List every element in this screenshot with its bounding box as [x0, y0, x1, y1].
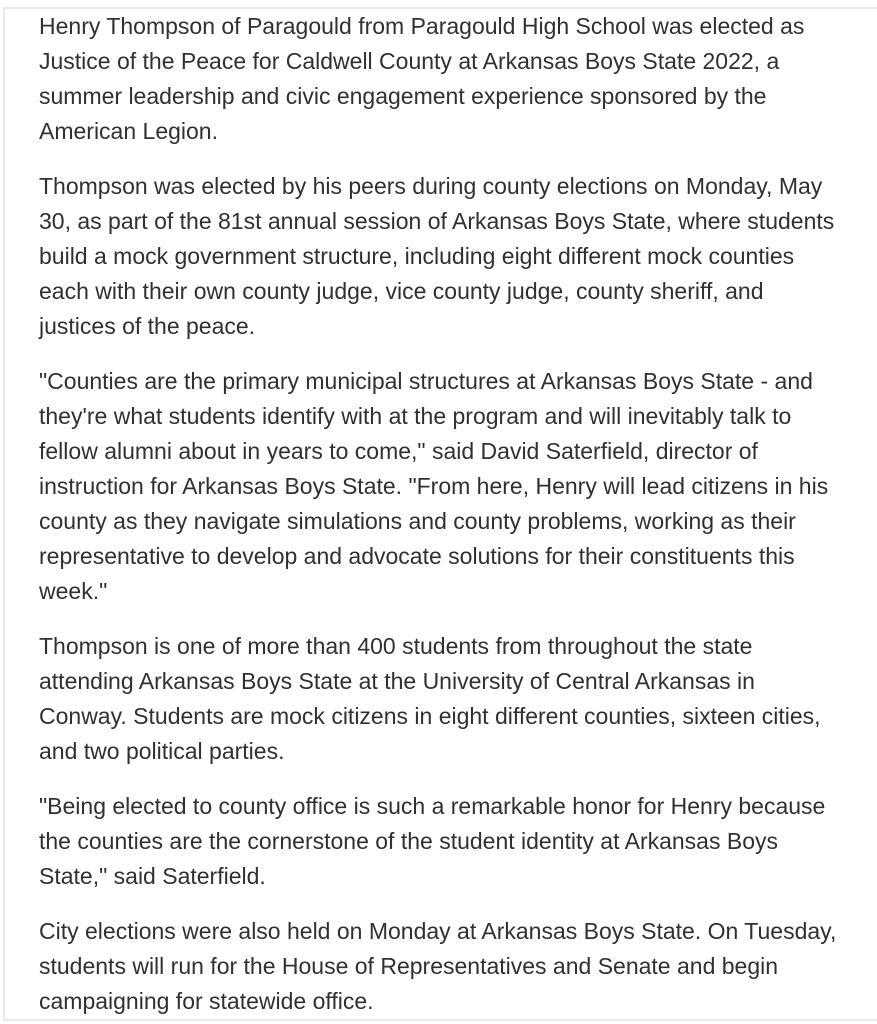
article-paragraph: City elections were also held on Monday at Arkansas Boys State. On Tuesday, students will run for the House of Representatives and Senate and begin campaigning for statewide office.	[39, 918, 837, 1014]
article-paragraph: "Counties are the primary municipal structures at Arkansas Boys State - and they're what students identify with at the program and will inevitably talk to fellow alumni about in years to come," said David Saterfield, director of instruction for Arkansas Boys State. "From here, Henry will lead citizens in his county as they navigate simulations and county problems, working as their representative to develop and advocate solutions for their constituents this week."	[39, 368, 829, 604]
article-paragraph: Thompson is one of more than 400 students from throughout the state attending Arkansas Boys State at the University of Central Arkansas in Conway. Students are mock citizens in eight different counties, sixteen cities, and two political parties.	[39, 633, 821, 764]
article-paragraph: Henry Thompson of Paragould from Paragould High School was elected as Justice of the Peace for Caldwell County at Arkansas Boys State 2022, a summer leadership and civic engagement experience sponsored by the American Legion.	[39, 13, 805, 144]
article-paragraph: "Being elected to county office is such a remarkable honor for Henry because the counties are the cornerstone of the student identity at Arkansas Boys State," said Saterfield.	[39, 793, 826, 889]
article-paragraph: Thompson was elected by his peers during county elections on Monday, May 30, as part of the 81st annual session of Arkansas Boys State, where students build a mock government structure, including eight different mock counties each with their own county judge, vice county judge, county sheriff, and justices of the peace.	[39, 173, 835, 339]
article-body	[3, 7, 877, 1021]
